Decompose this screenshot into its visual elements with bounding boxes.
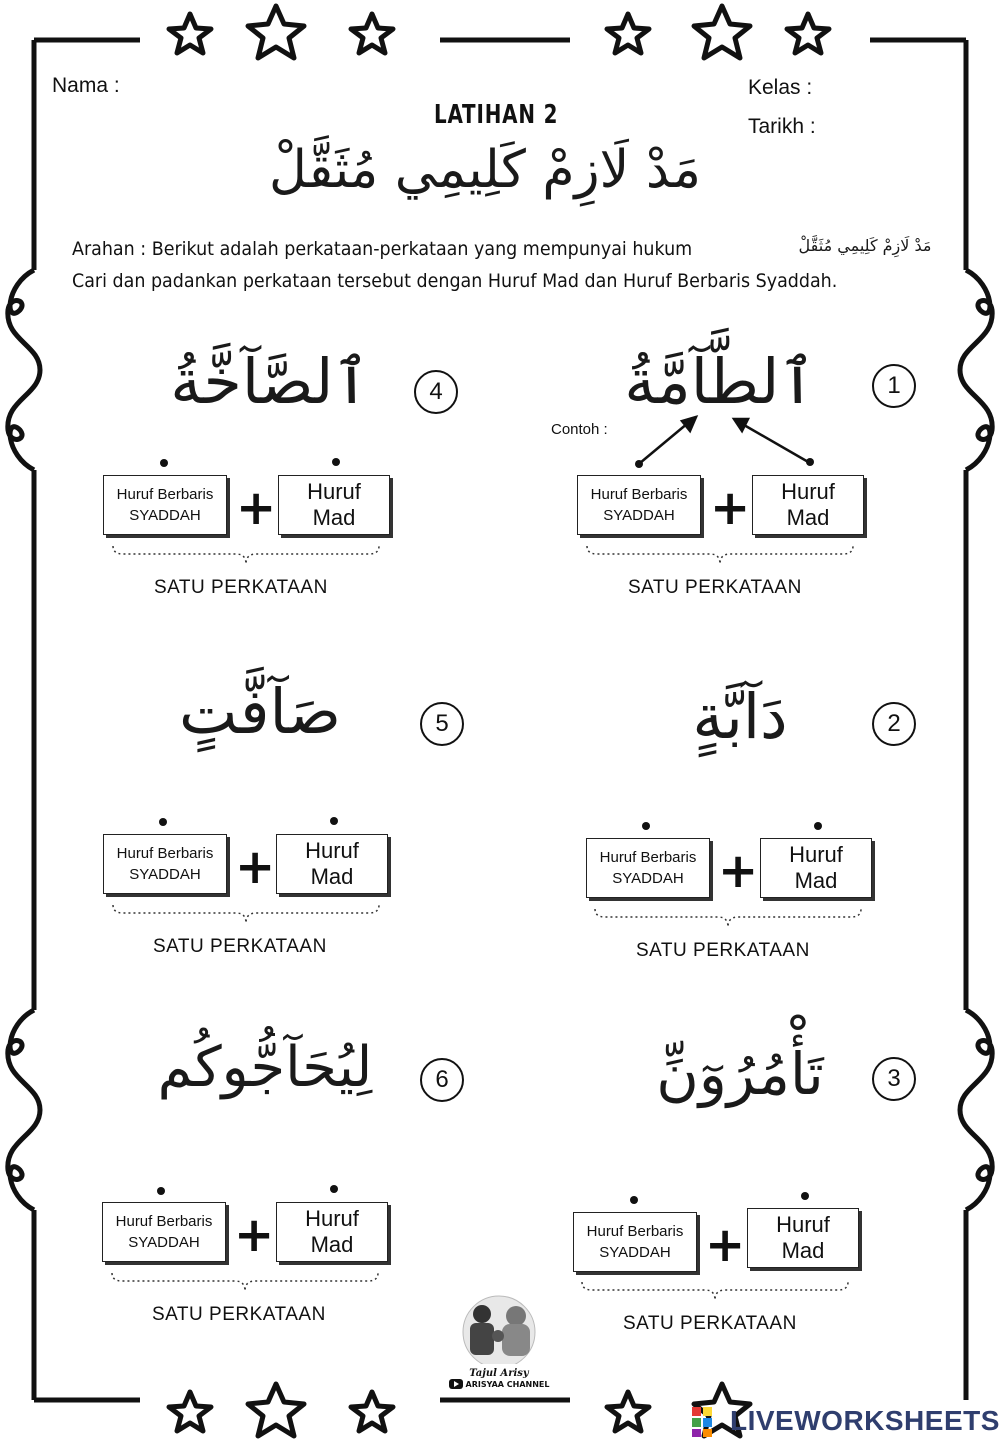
satu-perkataan-4: SATU PERKATAAN	[154, 577, 328, 598]
number-circle-5: 5	[420, 702, 464, 746]
dot-mad-6	[330, 1185, 338, 1193]
contoh-label: Contoh :	[551, 421, 608, 438]
brace-4	[111, 544, 381, 566]
syaddah-box-2[interactable]: Huruf Berbaris SYADDAH	[586, 838, 710, 898]
instruction-line-1	[72, 238, 692, 260]
dot-mad-5	[330, 817, 338, 825]
example-arrows	[620, 405, 820, 475]
syaddah-box-4[interactable]: Huruf Berbaris SYADDAH	[103, 475, 227, 535]
instruction-line-2: Cari dan padankan perkataan tersebut dengan Huruf Mad dan Huruf Berbaris Syaddah.	[72, 270, 838, 292]
dot-mad-4	[332, 458, 340, 466]
plus-sign-6: +	[234, 1207, 275, 1263]
instruction-text-1: Arahan : Berikut adalah perkataan-perkataan yang mempunyai hukum	[72, 238, 693, 260]
word-3: تَأْمُرُوٓنِّ	[656, 1040, 824, 1108]
number-circle-6: 6	[420, 1058, 464, 1102]
satu-perkataan-2: SATU PERKATAAN	[636, 940, 810, 961]
mad-box-5[interactable]: Huruf Mad	[276, 834, 388, 894]
brace-1	[585, 544, 855, 566]
number-circle-4: 4	[414, 370, 458, 414]
logo-name: Tajul Arisy	[469, 1368, 529, 1379]
mad-box-1[interactable]: Huruf Mad	[752, 475, 864, 535]
liveworksheets-logo-icon	[690, 1404, 730, 1438]
dot-syaddah-2	[642, 822, 650, 830]
dot-syaddah-5	[159, 818, 167, 826]
dot-syaddah-3	[630, 1196, 638, 1204]
brace-3	[580, 1280, 850, 1302]
logo-channel: ARISYAA CHANNEL	[465, 1379, 550, 1389]
syaddah-box-3[interactable]: Huruf Berbaris SYADDAH	[573, 1212, 697, 1272]
dot-syaddah-1	[635, 460, 643, 468]
syaddah-box-1[interactable]: Huruf Berbaris SYADDAH	[577, 475, 701, 535]
word-2: دَآبَّةٍ	[692, 680, 788, 753]
nama-label: Nama :	[52, 74, 120, 97]
dot-mad-1	[806, 458, 814, 466]
number-circle-3: 3	[872, 1057, 916, 1101]
family-icon	[442, 1292, 556, 1364]
word-1: ٱلطَّآمَّةُ	[624, 345, 816, 418]
number-circle-1: 1	[872, 364, 916, 408]
satu-perkataan-3: SATU PERKATAAN	[623, 1313, 797, 1334]
brace-2	[593, 907, 863, 929]
satu-perkataan-6: SATU PERKATAAN	[152, 1304, 326, 1325]
dot-mad-3	[801, 1192, 809, 1200]
page-title: LATIHAN 2	[434, 100, 559, 130]
channel-logo	[442, 1292, 556, 1402]
plus-sign-4: +	[236, 480, 277, 536]
tarikh-label: Tarikh :	[748, 115, 816, 138]
arabic-title: مَدْ لَازِمْ كَلِيمِي مُثَقَّلْ	[269, 140, 701, 200]
plus-sign-1: +	[710, 480, 751, 536]
word-6: لِيُحَآجُّوكُم	[157, 1035, 373, 1100]
syaddah-box-6[interactable]: Huruf Berbaris SYADDAH	[102, 1202, 226, 1262]
brace-6	[110, 1271, 380, 1293]
satu-perkataan-1: SATU PERKATAAN	[628, 577, 802, 598]
youtube-icon	[449, 1379, 463, 1389]
satu-perkataan-5: SATU PERKATAAN	[153, 936, 327, 957]
mad-box-2[interactable]: Huruf Mad	[760, 838, 872, 898]
mad-box-4[interactable]: Huruf Mad	[278, 475, 390, 535]
dot-syaddah-6	[157, 1187, 165, 1195]
number-circle-2: 2	[872, 702, 916, 746]
instruction-arabic: مَدْ لَازِمْ كَلِيمِي مُثَقَّلْ	[798, 236, 932, 255]
kelas-label: Kelas :	[748, 76, 813, 99]
mad-box-3[interactable]: Huruf Mad	[747, 1208, 859, 1268]
dot-mad-2	[814, 822, 822, 830]
watermark-text: LIVEWORKSHEETS	[730, 1405, 1000, 1436]
brace-5	[111, 903, 381, 925]
plus-sign-3: +	[705, 1217, 746, 1273]
liveworksheets-watermark	[690, 1404, 1000, 1438]
plus-sign-5: +	[235, 839, 276, 895]
plus-sign-2: +	[718, 843, 759, 899]
word-4: ٱلصَّآخَّةُ	[170, 345, 370, 418]
word-5: صَآفَّتٍ	[178, 675, 342, 748]
mad-box-6[interactable]: Huruf Mad	[276, 1202, 388, 1262]
syaddah-box-5[interactable]: Huruf Berbaris SYADDAH	[103, 834, 227, 894]
dot-syaddah-4	[160, 459, 168, 467]
